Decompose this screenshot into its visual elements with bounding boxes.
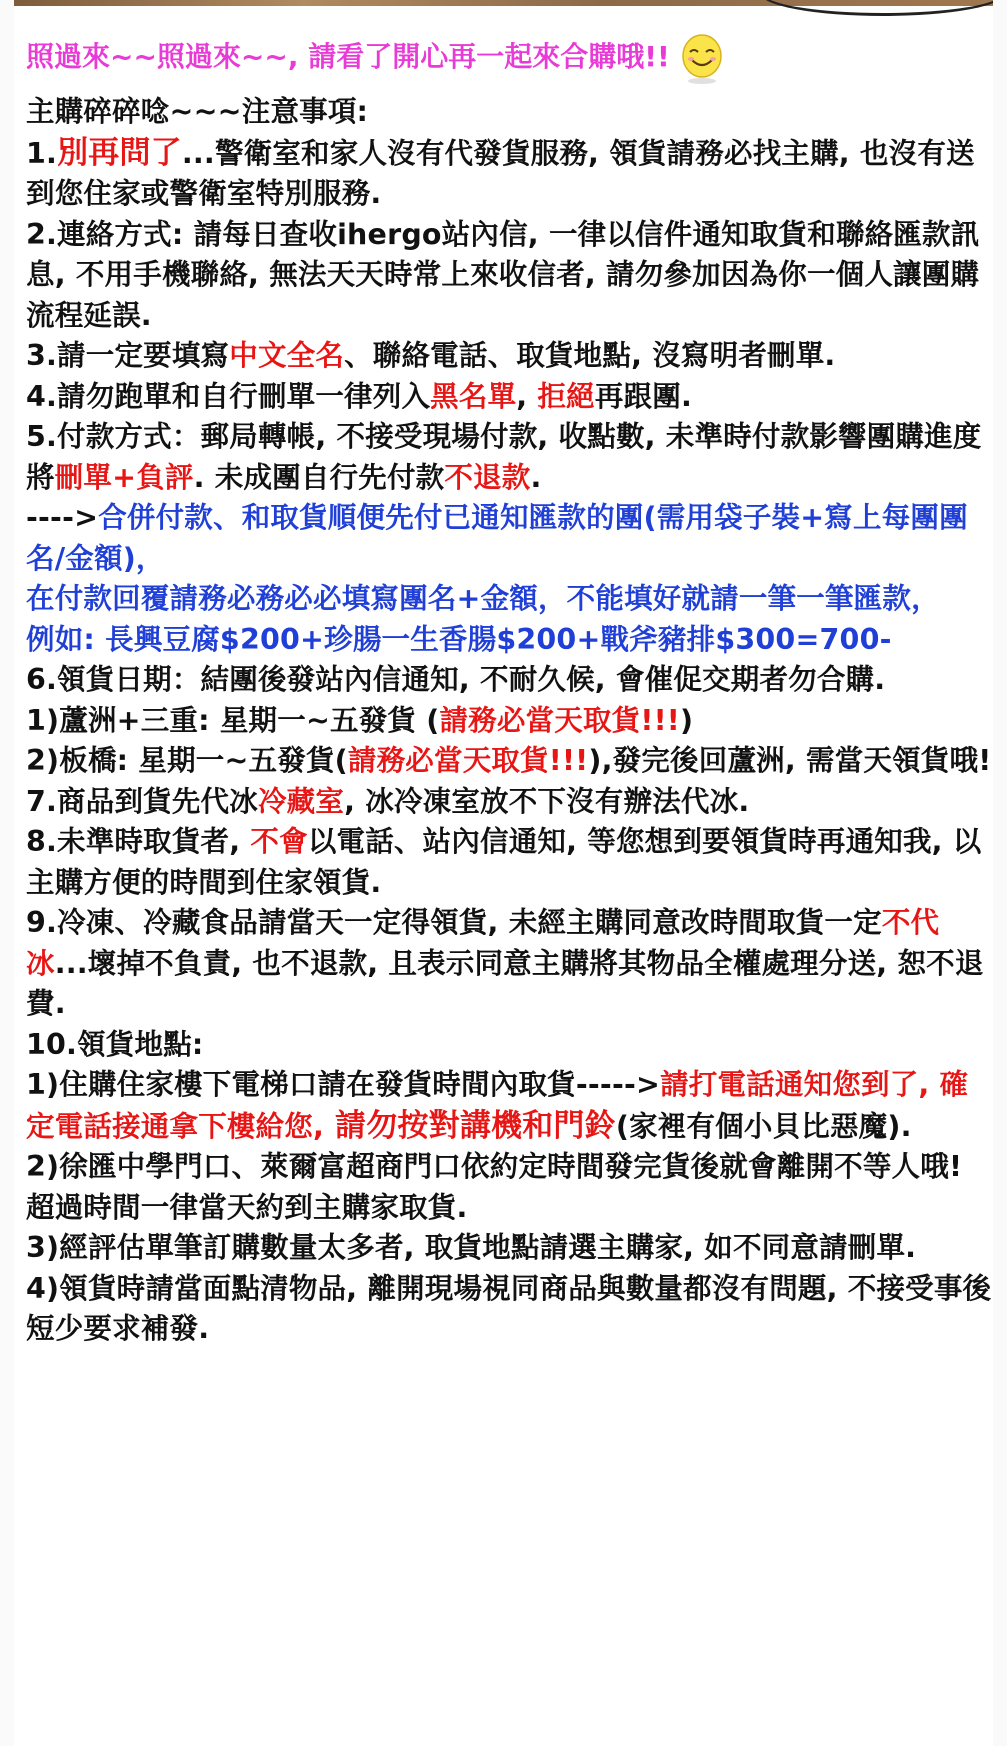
note-item-4 xyxy=(26,377,996,418)
note-7-prefix: 7.商品到貨先代冰 xyxy=(26,784,258,818)
note-6-2-highlight: 請務必當天取貨!!! xyxy=(347,744,589,777)
note-4-sep: , xyxy=(516,379,538,413)
note-9-suffix: ...壞掉不負責, 也不退款, 且表示同意主購將其物品全權處理分送, 恕不退費. xyxy=(26,946,984,1020)
arrow-marker: ----> xyxy=(26,501,99,534)
note-10-1-suffix: (家裡有個小貝比惡魔). xyxy=(615,1109,912,1143)
note-item-10-4: 4)領貨時請當面點清物品, 離開現場視同商品與數量都沒有問題, 不接受事後短少要求補發. xyxy=(26,1271,992,1345)
note-item-10-2: 2)徐匯中學門口、萊爾富超商門口依約定時間發完貨後就會離開不等人哦! 超過時間一律當天約到主購家取貨. xyxy=(26,1150,963,1224)
note-10-1-highlight-1: 請打電話通知您到了, 確定電話接通拿下樓給您, xyxy=(26,1068,969,1143)
note-5-suffix: . xyxy=(530,460,542,494)
note-9-prefix: 9.冷凍、冷藏食品請當天一定得領貨, 未經主購同意改時間取貨一定 xyxy=(26,906,882,939)
note-6-2-prefix: 2)板橋: 星期一~五發貨( xyxy=(26,744,348,777)
note-item-1 xyxy=(26,133,996,215)
note-blue-2: 在付款回覆請務必務必必填寫團名+金額，不能填好就請一筆一筆匯款， xyxy=(26,582,940,615)
note-item-10-3: 3)經評估單筆訂購數量太多者, 取貨地點請選主購家, 如不同意請刪單. xyxy=(26,1231,917,1264)
note-item-10: 10.領貨地點: xyxy=(26,1027,204,1061)
note-5-mid: . 未成團自行先付款 xyxy=(193,460,445,494)
headline xyxy=(26,30,996,82)
note-item-8 xyxy=(26,822,996,903)
note-payment-merge xyxy=(26,498,996,579)
note-5-highlight-2: 不退款 xyxy=(444,460,531,494)
note-item-2: 2.連絡方式: 請每日查收ihergo站內信, 一律以信件通知取貨和聯絡匯款訊息, 不用手機聯絡, 無法天天時常上來收信者, 請勿參加因為你一個人讓團購流程延誤. xyxy=(26,217,980,332)
notes-title: 主購碎碎唸~~~注意事項: xyxy=(26,95,369,128)
note-6-1-suffix: ) xyxy=(679,703,694,737)
headline-text: 照過來~~照過來~~, 請看了開心再一起來合購哦!! xyxy=(26,40,670,73)
smiley-face-icon xyxy=(678,30,726,86)
note-item-7 xyxy=(26,782,996,823)
note-1-prefix: 1. xyxy=(26,136,58,170)
note-4-highlight-1: 黑名單 xyxy=(430,379,517,413)
note-8-prefix: 8.未準時取貨者, xyxy=(26,825,251,858)
note-8-suffix: 以電話、站內信通知, 等您想到要領貨時再通知我, 以主購方便的時間到住家領貨. xyxy=(26,825,982,899)
note-10-1-highlight-2: 請勿按對講機和門鈴 xyxy=(324,1107,616,1144)
note-item-5 xyxy=(26,417,996,498)
note-1-highlight: 別再問了 xyxy=(57,134,182,171)
note-3-highlight: 中文全名 xyxy=(229,339,345,372)
note-3-text: 、聯絡電話、取貨地點, 沒寫明者刪單. xyxy=(344,339,836,372)
note-item-3 xyxy=(26,336,996,377)
note-6-2-suffix: ),發完後回蘆洲, 需當天領貨哦! xyxy=(588,744,992,777)
note-4-suffix: 再跟團. xyxy=(594,379,692,413)
note-4-prefix: 4.請勿跑單和自行刪單一律列入 xyxy=(26,379,431,413)
notice-content xyxy=(26,30,996,1350)
note-blue-3: 例如: 長興豆腐$200+珍腸一生香腸$200+戰斧豬排$300=700- xyxy=(26,622,892,656)
note-8-highlight: 不會 xyxy=(250,825,308,858)
note-item-10-1 xyxy=(26,1065,996,1147)
note-item-9 xyxy=(26,903,996,1025)
note-7-suffix: , 冰冷凍室放不下沒有辦法代冰. xyxy=(344,784,750,818)
note-5-highlight-1: 刪單+負評 xyxy=(54,460,194,494)
note-4-highlight-2: 拒絕 xyxy=(537,379,595,413)
note-blue-1: 合併付款、和取貨順便先付已通知匯款的團(需用袋子裝+寫上每團團名/金額)， xyxy=(26,501,968,575)
note-item-6-2 xyxy=(26,741,996,782)
note-6-1-prefix: 1)蘆洲+三重: 星期一~五發貨 ( xyxy=(26,703,440,737)
note-6-1-highlight: 請務必當天取貨!!! xyxy=(439,703,680,737)
left-margin xyxy=(0,0,14,1746)
note-3-prefix: 3.請一定要填寫 xyxy=(26,339,230,372)
note-item-6-1 xyxy=(26,701,996,742)
note-9-highlight: 不代冰 xyxy=(26,906,940,980)
note-1-text: ...警衛室和家人沒有代發貨服務, 領貨請務必找主購, 也沒有送到您住家或警衛室特別服務. xyxy=(26,136,975,210)
note-7-highlight: 冷藏室 xyxy=(257,784,345,818)
top-image-arc xyxy=(760,0,1006,16)
note-10-1-prefix: 1)住購住家樓下電梯口請在發貨時間內取貨-----> xyxy=(26,1068,661,1101)
note-item-6: 6.領貨日期：結團後發站內信通知, 不耐久候, 會催促交期者勿合購. xyxy=(26,663,886,696)
note-5-prefix: 5.付款方式：郵局轉帳, 不接受現場付款, 收點數, 未準時付款影響團購進度將 xyxy=(26,420,982,494)
notes-body xyxy=(26,92,996,1350)
